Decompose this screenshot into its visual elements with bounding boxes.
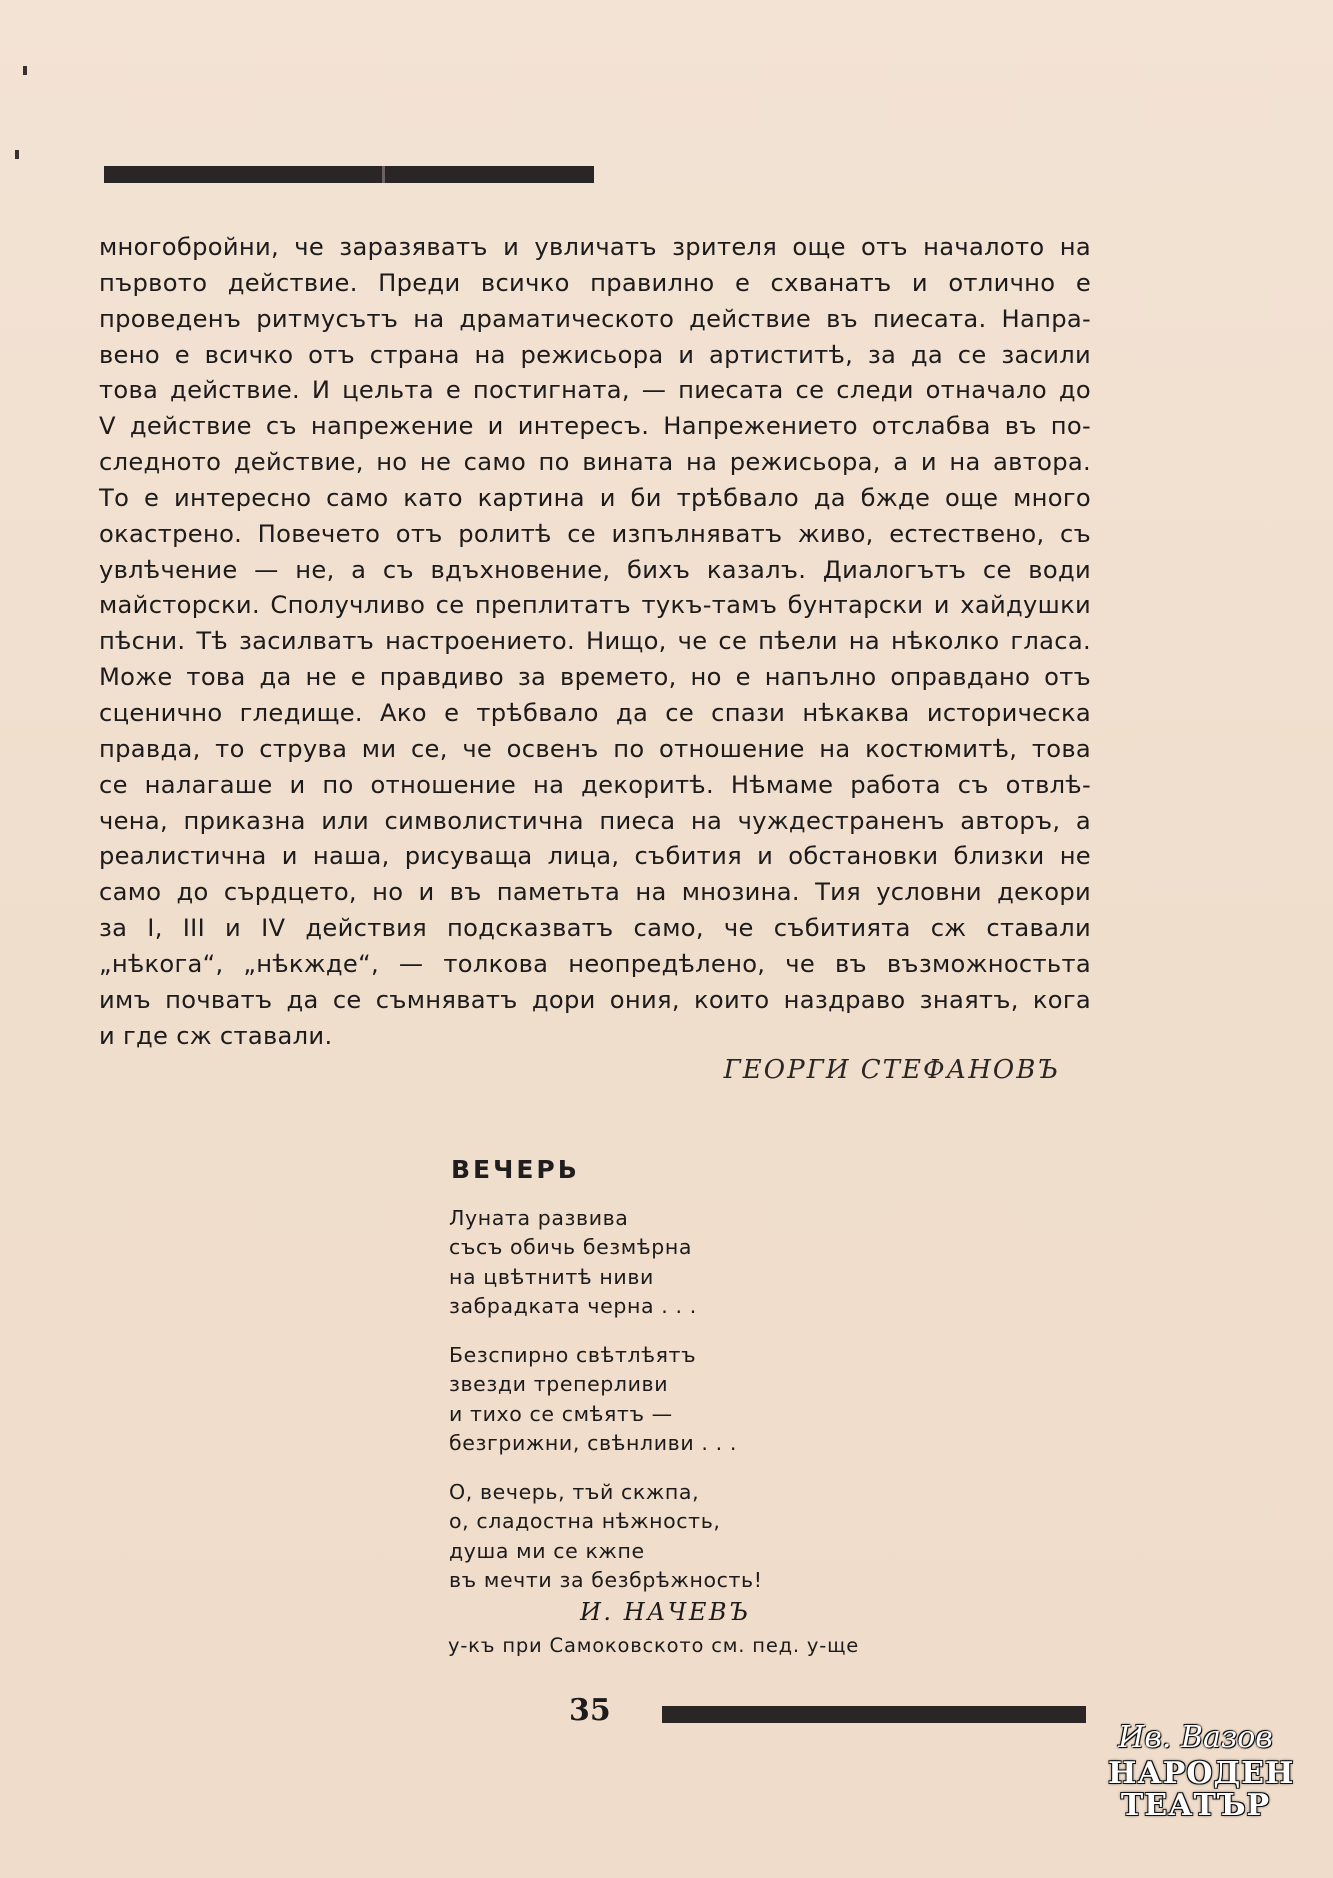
poem-line: О, вечерь, тъй скжпа,	[449, 1480, 700, 1504]
article-line: имъ почватъ да се съмняватъ дори ония, които наздраво знаятъ, кога	[99, 985, 1091, 1014]
article-text	[99, 230, 1091, 1054]
article-line: чена, приказна или символистична пиеса на чуждестраненъ авторъ, а	[99, 806, 1091, 835]
article-line: следното действие, но не само по вината на режисьора, а и на автора.	[99, 448, 1091, 477]
article-line: V действие съ напрежение и интересъ. Напрежението отслабва въ по-	[99, 412, 1091, 441]
bottom-decorative-rule	[662, 1706, 1086, 1723]
poem-line: звезди треперливи	[449, 1372, 669, 1397]
poem-stanza-1	[449, 1204, 697, 1321]
poem-author-affiliation: у-къ при Самоковското см. пед. у-ще	[448, 1634, 860, 1657]
article-line: вено е всичко отъ страна на режисьора и артиститѣ, за да се засили	[99, 340, 1091, 369]
article-line: за I, III и IV действия подсказватъ само, че събитията сж ставали	[99, 914, 1091, 943]
poem-author: И. НАЧЕВЪ	[580, 1598, 751, 1626]
article-line: се налагаше и по отношение на декоритѣ. Нѣмаме работа съ отвлѣ-	[99, 770, 1091, 799]
poem-line: о, сладостна нѣжность,	[449, 1509, 721, 1534]
poem-line: душа ми се кжпе	[449, 1538, 645, 1563]
article-signature: ГЕОРГИ СТЕФАНОВЪ	[723, 1055, 1060, 1085]
article-line: първото действие. Преди всичко правилно е схванатъ и отлично е	[99, 268, 1091, 297]
poem-stanza-2	[449, 1341, 737, 1458]
article-line: правда, то струва ми се, че освенъ по отношение на костюмитѣ, това	[99, 734, 1091, 763]
article-line: окастрено. Повечето отъ ролитѣ се изпълняватъ живо, естествено, съ	[99, 519, 1091, 548]
article-line: То е интересно само като картина и би трѣбвало да бжде още много	[99, 483, 1091, 512]
page-number: 35	[569, 1693, 611, 1728]
poem-line: забрадката черна . . .	[449, 1293, 697, 1318]
poem-line: Безспирно свѣтлѣятъ	[449, 1343, 697, 1367]
poem-stanza-3	[449, 1478, 763, 1595]
article-line: и где сж ставали.	[99, 1021, 333, 1050]
top-decorative-rule	[104, 166, 594, 183]
poem-line: Луната развива	[449, 1206, 629, 1230]
poem-line: безгрижни, свѣнливи . . .	[449, 1430, 737, 1455]
poem-title: ВЕЧЕРЬ	[451, 1155, 580, 1184]
article-line: това действие. И цельта е постигната, — пиесата се следи отначало до	[99, 376, 1091, 405]
article-line: проведенъ ритмусътъ на драматическото действие въ пиесата. Напра-	[99, 304, 1091, 333]
article-line: пѣсни. Тѣ засилватъ настроението. Нищо, че се пѣели на нѣколко гласа.	[99, 627, 1091, 656]
article-line: многобройни, че заразяватъ и увличатъ зрителя още отъ началото на	[99, 233, 1091, 261]
logo-line-2: ТЕАТЪР	[1120, 1788, 1271, 1823]
article-line: увлѣчение — не, а съ вдъхновение, бихъ казалъ. Диалогътъ се води	[99, 555, 1091, 584]
article-line: сценично гледище. Ако е трѣбвало да се спази нѣкаква историческа	[99, 698, 1091, 727]
national-theatre-logo	[1108, 1718, 1295, 1830]
paper-speck	[23, 66, 27, 75]
article-line: Може това да не е правдиво за времето, но е напълно оправдано отъ	[99, 663, 1091, 692]
article-line: майсторски. Сполучливо се преплитатъ тукъ-тамъ бунтарски и хайдушки	[99, 591, 1091, 620]
article-line: реалистична и наша, рисуваща лица, събития и обстановки близки не	[99, 842, 1091, 871]
poem-line: и тихо се смѣятъ —	[449, 1401, 673, 1426]
paper-speck	[15, 150, 19, 159]
logo-line-1: НАРОДЕН	[1108, 1756, 1295, 1791]
article-line: само до сърдцето, но и въ паметьта на мнозина. Тия условни декори	[99, 878, 1091, 907]
poem-line: на цвѣтнитѣ ниви	[449, 1264, 654, 1289]
poem-line: въ мечти за безбрѣжность!	[449, 1567, 763, 1592]
logo-signature: Ив. Вазов	[1118, 1720, 1273, 1755]
poem-line: съсъ обичь безмѣрна	[449, 1235, 693, 1260]
article-line: „нѣкога“, „нѣкжде“, — толкова неопредѣлено, че въ възможностьта	[99, 949, 1091, 978]
